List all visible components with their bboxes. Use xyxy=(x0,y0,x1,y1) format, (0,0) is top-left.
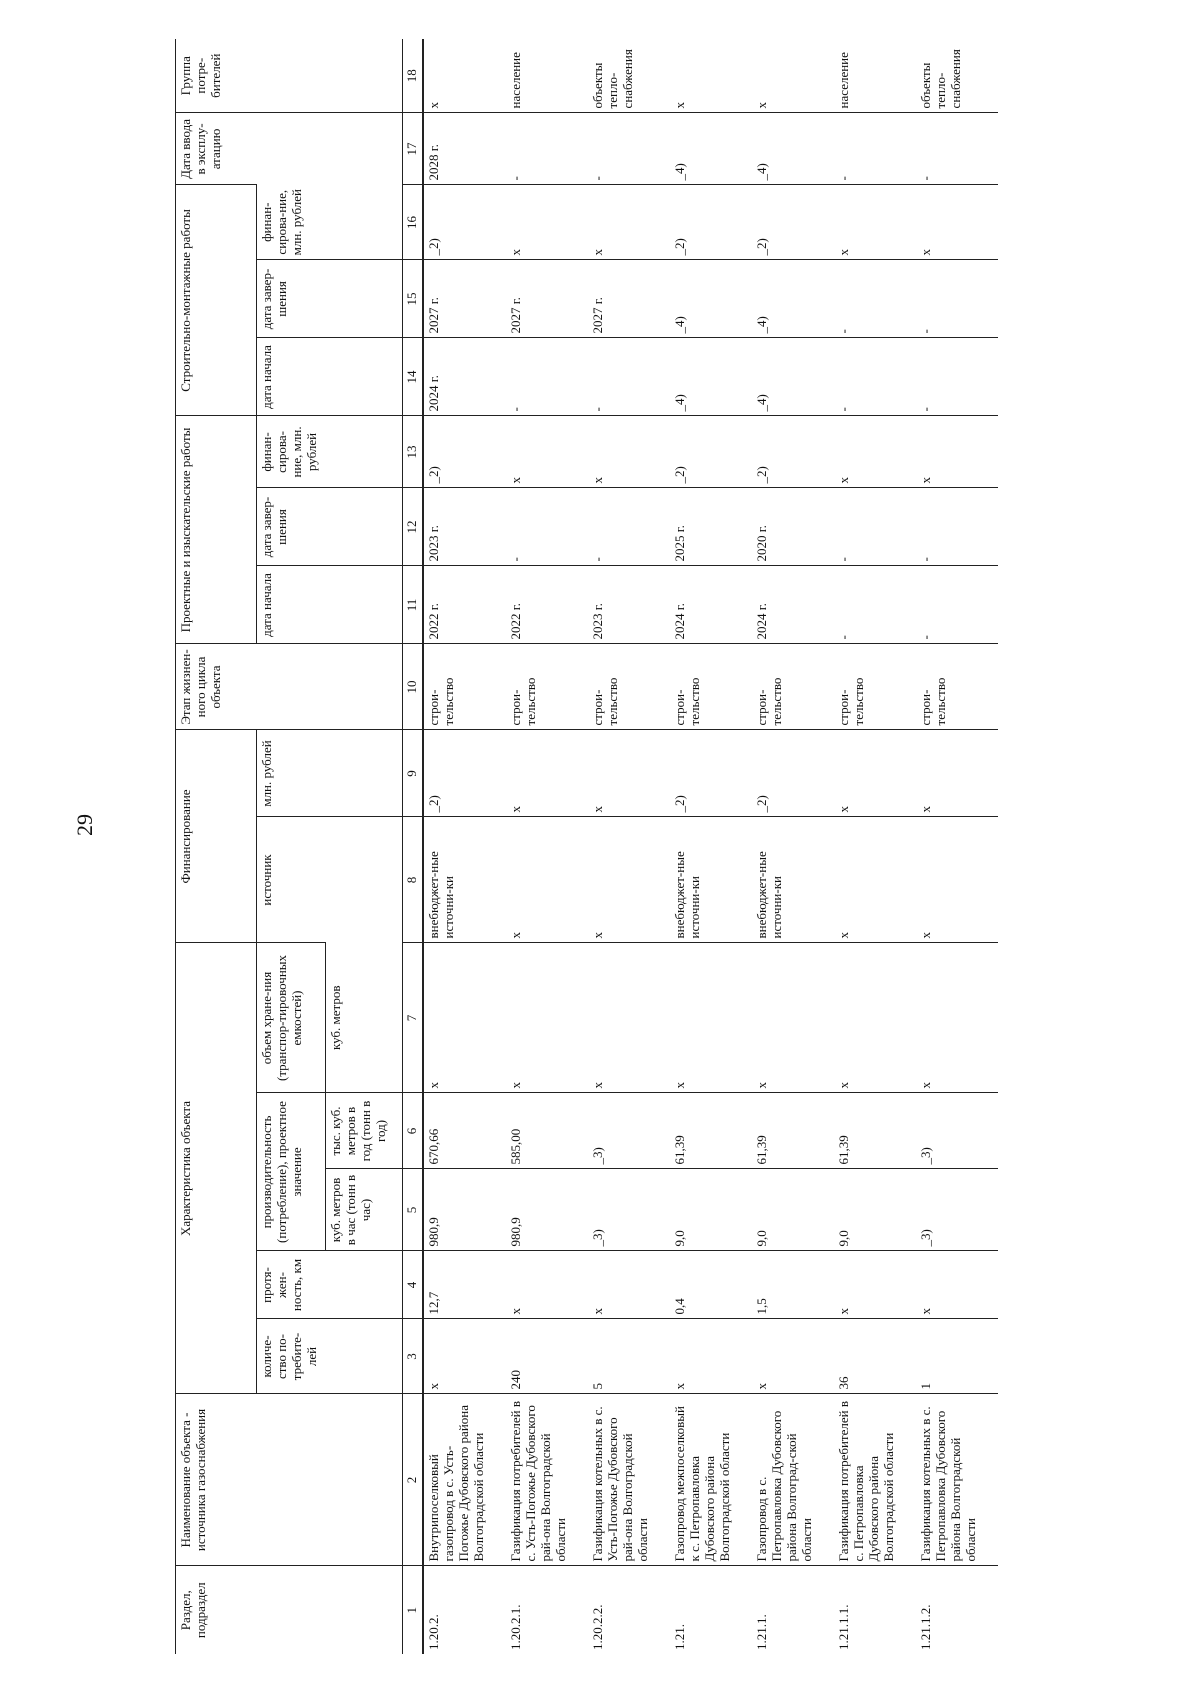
cell-length: х xyxy=(916,1251,998,1319)
header-storage-unit: куб. метров xyxy=(326,943,403,1093)
cell-construction-financing: х xyxy=(506,185,588,260)
table-row xyxy=(423,39,506,1654)
cell-consumer-group: население xyxy=(507,52,523,109)
cell-consumers: 36 xyxy=(834,1319,916,1394)
cell-object-name: Газификация потребителей в с. Петропавловка Дубовского района Волгоградской области xyxy=(834,1394,916,1566)
cell-storage: х xyxy=(670,943,752,1093)
cell-source: внебюджет-ные источни-ки xyxy=(423,817,506,943)
cell-capacity-year: 61,39 xyxy=(752,1093,834,1169)
gas-supply-table xyxy=(175,39,998,1654)
cell-storage: х xyxy=(588,943,670,1093)
cell-storage: х xyxy=(423,943,506,1093)
column-number: 16 xyxy=(403,185,423,260)
cell-consumers: 5 xyxy=(588,1319,670,1394)
cell-consumers: 1 xyxy=(916,1319,998,1394)
cell-consumers: 240 xyxy=(506,1319,588,1394)
cell-capacity-hour: 980,9 xyxy=(423,1169,506,1251)
page-number: 29 xyxy=(72,814,97,836)
header-section: Раздел, подраздел xyxy=(176,1566,403,1654)
cell-design-start: 2024 г. xyxy=(752,566,834,644)
cell-consumer-group: объекты тепло-снабжения xyxy=(589,49,635,109)
header-design-start: дата начала xyxy=(257,566,403,644)
header-capacity-year: тыс. куб. метров в год (тонн в год) xyxy=(326,1093,403,1169)
cell-design-financing: х xyxy=(506,416,588,488)
header-source: источник xyxy=(257,817,403,943)
cell-design-start: 2024 г. xyxy=(670,566,752,644)
cell-construction-end: 2027 г. xyxy=(423,260,506,338)
cell-mln-rub: х xyxy=(506,730,588,817)
cell-design-financing: _2) xyxy=(423,416,506,488)
cell-design-end: - xyxy=(916,488,998,566)
column-number-row xyxy=(403,39,423,1654)
header-storage: объем хране-ния (транспор-тировочных емкостей) xyxy=(257,943,326,1093)
cell-design-end: - xyxy=(588,488,670,566)
cell-construction-end: _4) xyxy=(752,260,834,338)
column-number: 4 xyxy=(403,1251,423,1319)
column-number: 5 xyxy=(403,1169,423,1251)
cell-capacity-hour: 9,0 xyxy=(752,1169,834,1251)
cell-construction-end: 2027 г. xyxy=(506,260,588,338)
header-object-name: Наименование объекта - источника газоснабжения xyxy=(176,1394,403,1566)
cell-capacity-hour: 9,0 xyxy=(834,1169,916,1251)
column-number: 18 xyxy=(403,39,423,113)
cell-length: х xyxy=(834,1251,916,1319)
cell-consumer-group: объекты тепло-снабжения xyxy=(917,49,963,109)
cell-capacity-year: 61,39 xyxy=(834,1093,916,1169)
column-number: 12 xyxy=(403,488,423,566)
cell-object-name: Газопровод в с. Петропавловка Дубовского района Волгоград-ской области xyxy=(752,1394,834,1566)
cell-design-financing: _2) xyxy=(670,416,752,488)
cell-lifecycle: строи-тельство xyxy=(588,644,670,730)
cell-capacity-hour: _3) xyxy=(916,1169,998,1251)
cell-design-financing: х xyxy=(916,416,998,488)
column-number: 3 xyxy=(403,1319,423,1394)
cell-source: х xyxy=(834,817,916,943)
header-capacity: производительность (потребление), проектное значение xyxy=(257,1093,326,1251)
cell-design-start: 2022 г. xyxy=(423,566,506,644)
cell-design-start: - xyxy=(916,566,998,644)
cell-construction-start: - xyxy=(916,338,998,416)
cell-section: 1.21.1. xyxy=(752,1566,834,1654)
column-number: 9 xyxy=(403,730,423,817)
cell-length: 0,4 xyxy=(670,1251,752,1319)
cell-construction-start: - xyxy=(506,338,588,416)
cell-construction-financing: х xyxy=(834,185,916,260)
cell-construction-financing: х xyxy=(588,185,670,260)
cell-design-financing: х xyxy=(588,416,670,488)
cell-design-end: 2020 г. xyxy=(752,488,834,566)
cell-design-end: - xyxy=(506,488,588,566)
column-number: 17 xyxy=(403,113,423,185)
cell-object-name: Газификация котельных в с. Усть-Погожье Дубовского рай-она Волгоградской области xyxy=(588,1394,670,1566)
header-construction-financing: финан-сирова-ние, млн. рублей xyxy=(257,185,403,260)
header-consumer-group: Группа потре-бителей xyxy=(176,39,403,113)
table-row xyxy=(834,39,916,1654)
cell-capacity-year: 585,00 xyxy=(506,1093,588,1169)
cell-design-start: - xyxy=(834,566,916,644)
cell-commission-date: _4) xyxy=(670,113,752,185)
cell-capacity-hour: _3) xyxy=(588,1169,670,1251)
cell-construction-financing: х xyxy=(916,185,998,260)
header-design-works: Проектные и изыскательские работы xyxy=(176,416,257,644)
cell-object-name: Газификация потребителей в с. Усть-Погожье Дубовского рай-она Волгоградской области xyxy=(506,1394,588,1566)
cell-consumer-group: х xyxy=(671,101,687,109)
cell-construction-financing: _2) xyxy=(670,185,752,260)
header-design-financing: финан-сирова-ние, млн. рублей xyxy=(257,416,403,488)
header-characteristic: Характеристика объекта xyxy=(176,943,257,1394)
table-body xyxy=(423,39,998,1654)
header-construction-end: дата завер-шения xyxy=(257,260,403,338)
cell-capacity-year: _3) xyxy=(588,1093,670,1169)
cell-design-end: 2023 г. xyxy=(423,488,506,566)
column-number: 6 xyxy=(403,1093,423,1169)
cell-capacity-year: 61,39 xyxy=(670,1093,752,1169)
cell-lifecycle: строи-тельство xyxy=(423,644,506,730)
column-number: 14 xyxy=(403,338,423,416)
cell-construction-end: - xyxy=(834,260,916,338)
cell-construction-end: - xyxy=(916,260,998,338)
header-lifecycle: Этап жизнен-ного цикла объекта xyxy=(176,644,403,730)
header-financing: Финансирование xyxy=(176,730,257,943)
cell-storage: х xyxy=(916,943,998,1093)
table-row xyxy=(670,39,752,1654)
cell-construction-financing: _2) xyxy=(423,185,506,260)
cell-section: 1.20.2.1. xyxy=(506,1566,588,1654)
header-mln-rub: млн. рублей xyxy=(257,730,403,817)
cell-mln-rub: х xyxy=(834,730,916,817)
cell-mln-rub: _2) xyxy=(752,730,834,817)
header-construction-works: Строительно-монтажные работы xyxy=(176,185,257,416)
column-number: 8 xyxy=(403,817,423,943)
cell-consumers: х xyxy=(670,1319,752,1394)
cell-section: 1.20.2.2. xyxy=(588,1566,670,1654)
cell-length: х xyxy=(588,1251,670,1319)
table-row xyxy=(506,39,588,1654)
column-number: 11 xyxy=(403,566,423,644)
cell-consumers: х xyxy=(423,1319,506,1394)
cell-object-name: Газопровод межпоселковый к с. Петропавловка Дубовского района Волгоградской области xyxy=(670,1394,752,1566)
cell-construction-financing: _2) xyxy=(752,185,834,260)
cell-source: внебюджет-ные источни-ки xyxy=(752,817,834,943)
cell-design-financing: х xyxy=(834,416,916,488)
cell-section: 1.21. xyxy=(670,1566,752,1654)
cell-lifecycle: строи-тельство xyxy=(916,644,998,730)
cell-commission-date: _4) xyxy=(752,113,834,185)
cell-section: 1.21.1.2. xyxy=(916,1566,998,1654)
cell-object-name: Газификация котельных в с. Петропавловка Дубовского района Волгоградской области xyxy=(916,1394,998,1566)
header-construction-start: дата начала xyxy=(257,338,403,416)
cell-capacity-hour: 980,9 xyxy=(506,1169,588,1251)
column-number: 1 xyxy=(403,1566,423,1654)
table-row xyxy=(752,39,834,1654)
cell-design-start: 2022 г. xyxy=(506,566,588,644)
column-number: 2 xyxy=(403,1394,423,1566)
cell-storage: х xyxy=(506,943,588,1093)
cell-construction-start: _4) xyxy=(670,338,752,416)
cell-length: 1,5 xyxy=(752,1251,834,1319)
cell-design-start: 2023 г. xyxy=(588,566,670,644)
header-design-end: дата завер-шения xyxy=(257,488,403,566)
cell-lifecycle: строи-тельство xyxy=(670,644,752,730)
cell-capacity-hour: 9,0 xyxy=(670,1169,752,1251)
cell-consumer-group: х xyxy=(753,101,769,109)
cell-object-name: Внутрипоселковый газопровод в с. Усть-Погожье Дубовского района Волгоградской области xyxy=(423,1394,506,1566)
cell-design-financing: _2) xyxy=(752,416,834,488)
cell-source: х xyxy=(916,817,998,943)
column-number: 7 xyxy=(403,943,423,1093)
cell-design-end: - xyxy=(834,488,916,566)
cell-commission-date: - xyxy=(506,113,588,185)
cell-commission-date: - xyxy=(588,113,670,185)
header-length: протя-жен-ность, км xyxy=(257,1251,403,1319)
cell-mln-rub: х xyxy=(588,730,670,817)
cell-source: х xyxy=(588,817,670,943)
cell-consumer-group: х xyxy=(425,101,441,109)
cell-commission-date: - xyxy=(916,113,998,185)
cell-length: 12,7 xyxy=(423,1251,506,1319)
cell-consumers: х xyxy=(752,1319,834,1394)
table-row xyxy=(916,39,998,1654)
rotated-table-container xyxy=(175,39,1050,1654)
cell-mln-rub: _2) xyxy=(670,730,752,817)
cell-source: внебюджет-ные источни-ки xyxy=(670,817,752,943)
cell-capacity-year: _3) xyxy=(916,1093,998,1169)
column-number: 10 xyxy=(403,644,423,730)
cell-construction-start: - xyxy=(588,338,670,416)
cell-source: х xyxy=(506,817,588,943)
cell-capacity-year: 670,66 xyxy=(423,1093,506,1169)
cell-lifecycle: строи-тельство xyxy=(834,644,916,730)
cell-lifecycle: строи-тельство xyxy=(752,644,834,730)
cell-design-end: 2025 г. xyxy=(670,488,752,566)
cell-mln-rub: х xyxy=(916,730,998,817)
table-row xyxy=(588,39,670,1654)
cell-consumer-group: население xyxy=(835,52,851,109)
cell-construction-start: - xyxy=(834,338,916,416)
cell-storage: х xyxy=(752,943,834,1093)
cell-commission-date: 2028 г. xyxy=(423,113,506,185)
cell-storage: х xyxy=(834,943,916,1093)
column-number: 13 xyxy=(403,416,423,488)
cell-commission-date: - xyxy=(834,113,916,185)
cell-section: 1.20.2. xyxy=(423,1566,506,1654)
cell-section: 1.21.1.1. xyxy=(834,1566,916,1654)
cell-construction-end: _4) xyxy=(670,260,752,338)
cell-construction-start: 2024 г. xyxy=(423,338,506,416)
cell-lifecycle: строи-тельство xyxy=(506,644,588,730)
header-commission-date: Дата ввода в эксплу-атацию xyxy=(176,113,403,185)
column-number: 15 xyxy=(403,260,423,338)
cell-construction-end: 2027 г. xyxy=(588,260,670,338)
cell-construction-start: _4) xyxy=(752,338,834,416)
cell-mln-rub: _2) xyxy=(423,730,506,817)
header-consumers-count: количе-ство по-требите-лей xyxy=(257,1319,403,1394)
cell-length: х xyxy=(506,1251,588,1319)
header-capacity-hour: куб. метров в час (тонн в час) xyxy=(326,1169,403,1251)
